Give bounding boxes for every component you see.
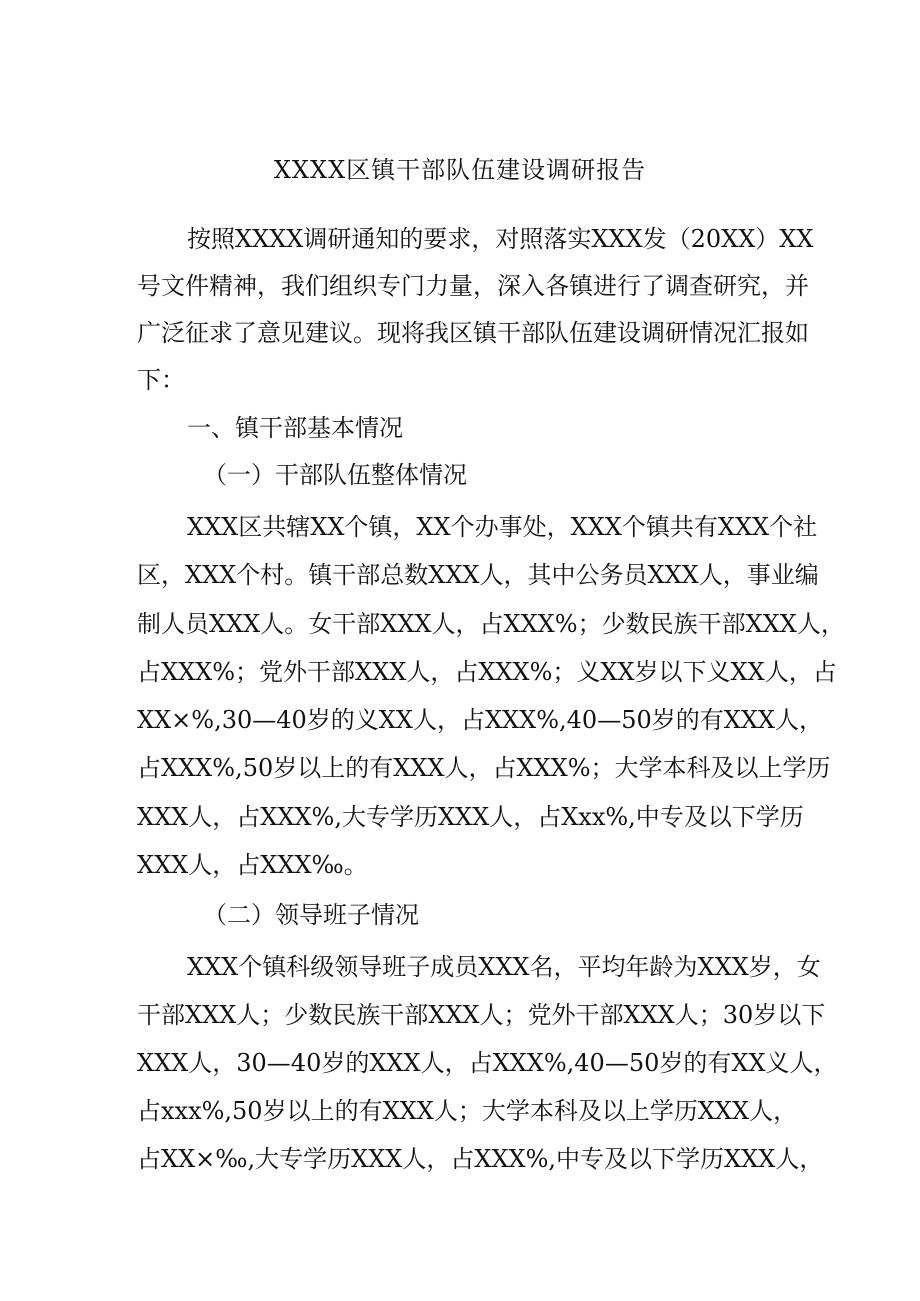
body-2-line-2: 干部XXX人；少数民族干部XXX人；党外干部XXX人；30岁以下 [137, 1001, 826, 1029]
body-1-line-8: XXX人，占XXX‰。 [137, 851, 368, 879]
document-title: XXXX区镇干部队伍建设调研报告 [273, 156, 647, 184]
body-2-line-4: 占xxx%,50岁以上的有XXX人；大学本科及以上学历XXX人， [137, 1097, 798, 1125]
intro-line-1: 按照XXXX调研通知的要求，对照落实XXX发（20XX）XX [187, 225, 814, 253]
body-1-line-5: XX×%,30—40岁的义XX人，占XXX%,40—50岁的有XXX人， [137, 706, 823, 734]
body-1-line-6: 占XXX%,50岁以上的有XXX人，占XXX%；大学本科及以上学历 [137, 754, 831, 782]
body-1-line-4: 占XXX%；党外干部XXX人，占XXX%；义XX岁以下义XX人，占 [137, 658, 837, 686]
body-1-line-2: 区，XXX个村。镇干部总数XXX人，其中公务员XXX人，事业编 [137, 561, 819, 589]
intro-line-4: 下： [137, 366, 185, 394]
body-2-line-3: XXX人，30—40岁的XXX人，占XXX%,40—50岁的有XX义人， [137, 1049, 838, 1077]
body-1-line-7: XXX人，占XXX%,大专学历XXX人，占Xxx%,中专及以下学历 [137, 803, 804, 831]
subsection-heading-2: （二）领导班子情况 [203, 901, 419, 929]
body-1-line-3: 制人员XXX人。女干部XXX人，占XXX%；少数民族干部XXX人， [137, 610, 845, 638]
intro-line-2: 号文件精神，我们组织专门力量，深入各镇进行了调查研究，并 [137, 272, 809, 300]
intro-line-3: 广泛征求了意见建议。现将我区镇干部队伍建设调研情况汇报如 [137, 319, 809, 347]
body-1-line-1: XXX区共辖XX个镇，XX个办事处，XXX个镇共有XXX个社 [187, 513, 818, 541]
subsection-heading-1: （一）干部队伍整体情况 [203, 461, 467, 489]
section-heading: 一、镇干部基本情况 [187, 414, 403, 442]
body-2-line-5: 占XX×‰,大专学历XXX人，占XXX%,中专及以下学历XXX人， [137, 1145, 824, 1173]
body-2-line-1: XXX个镇科级领导班子成员XXX名，平均年龄为XXX岁，女 [187, 953, 821, 981]
